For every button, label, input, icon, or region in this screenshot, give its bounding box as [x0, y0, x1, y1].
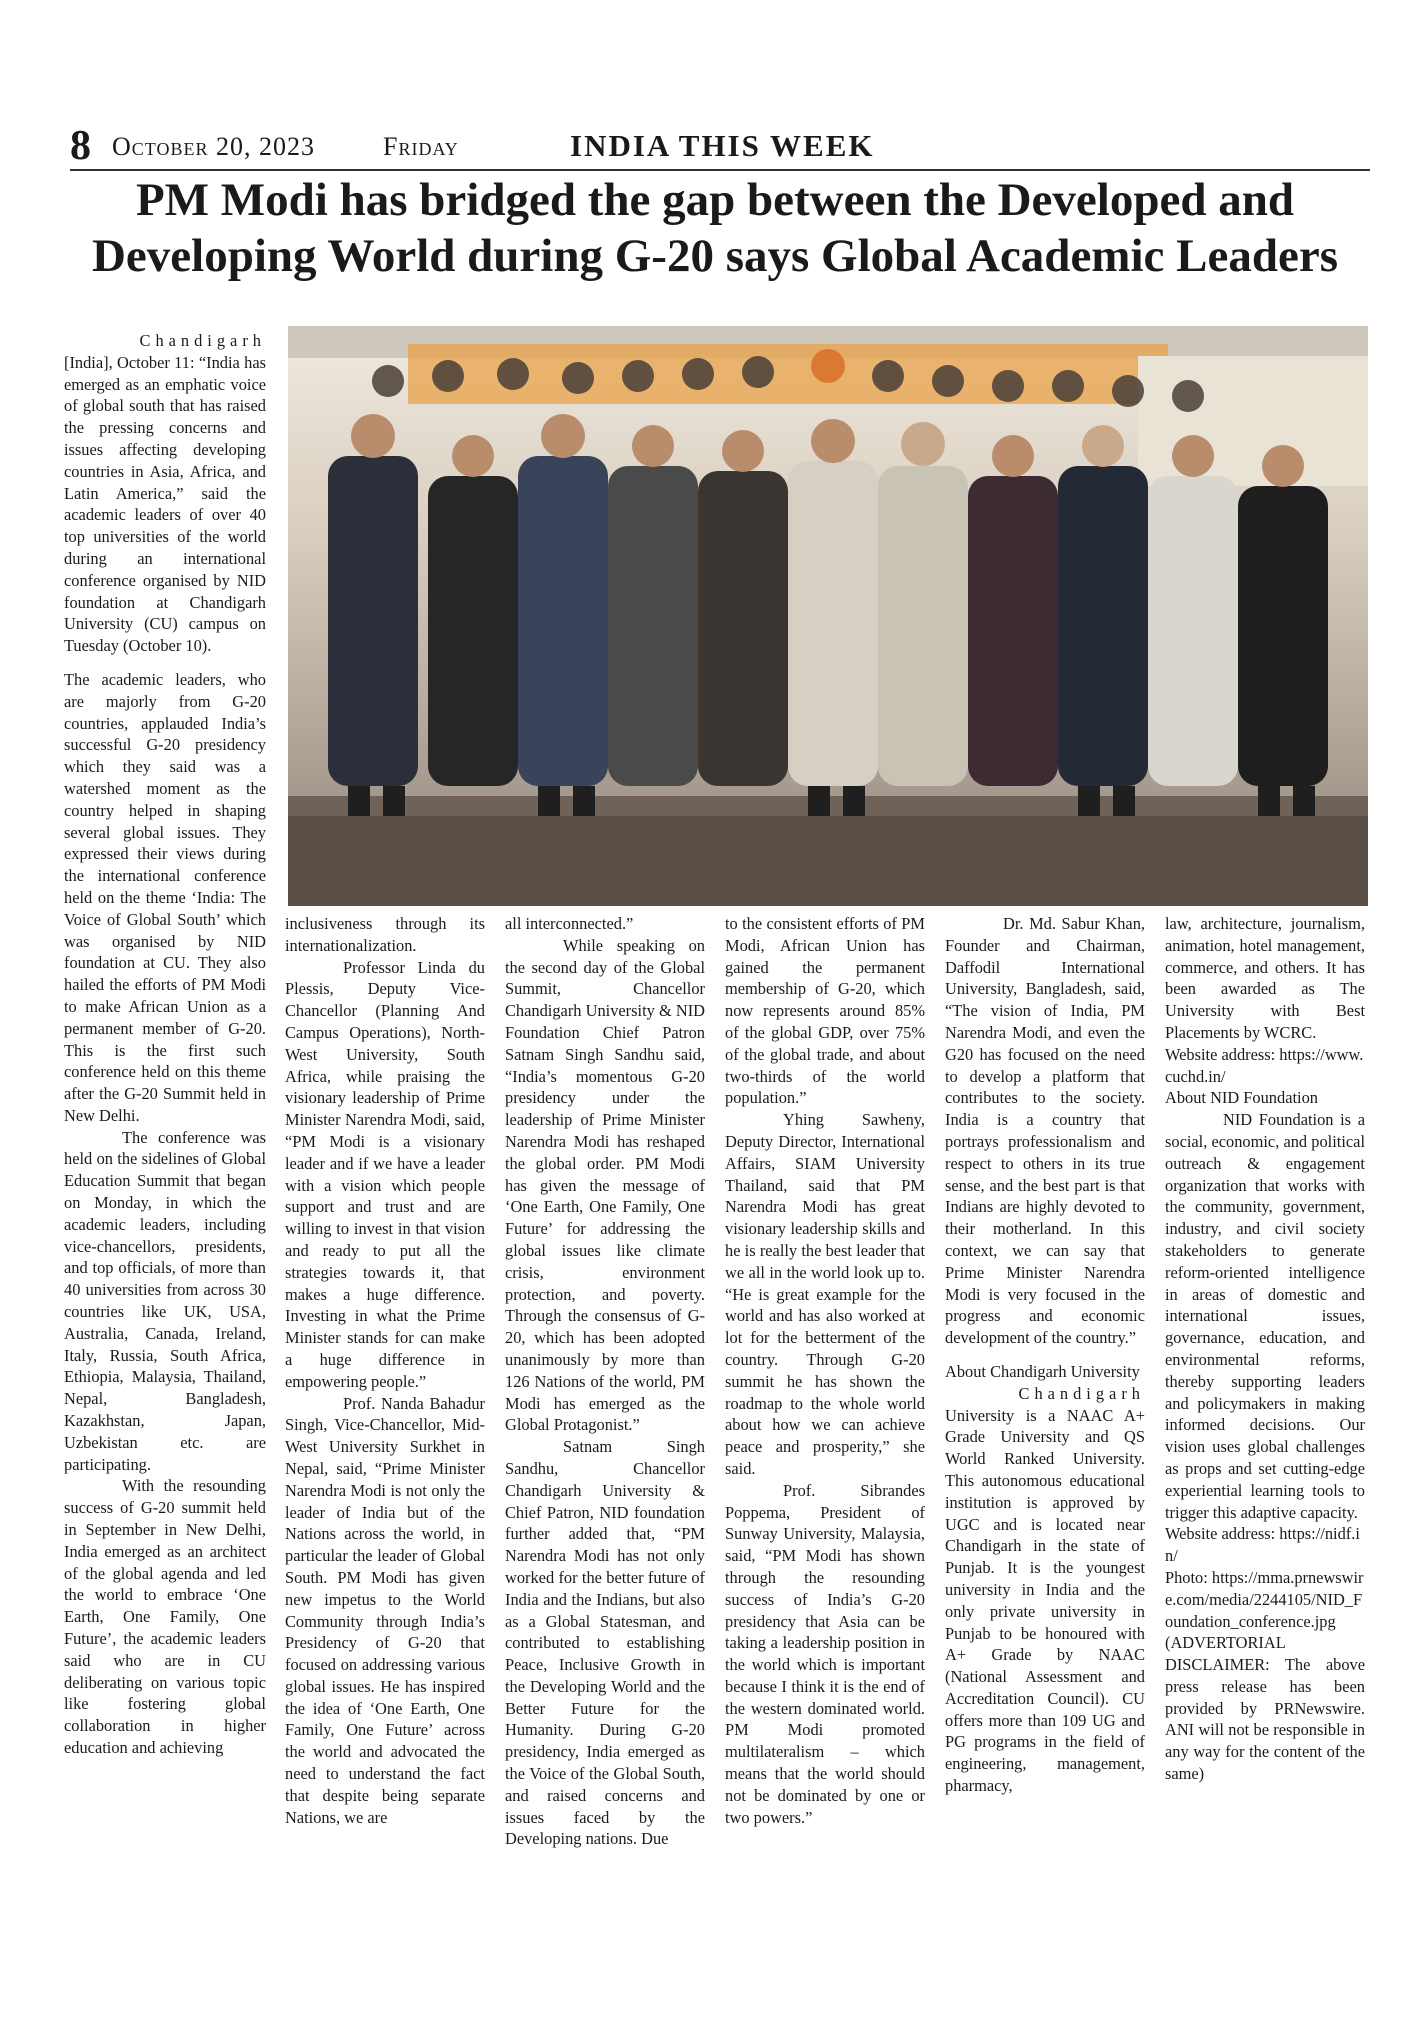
text-column-2 [285, 913, 485, 1828]
paragraph: to the consistent efforts of PM Modi, African Union has gained the permanent membership of G-20, which now represents around 85% of the global GDP, over 75% of the global trade, and about two-thirds of the world population.” [725, 914, 925, 1108]
paragraph: Yhing Sawheny, Deputy Director, International Affairs, SIAM University Thailand, said that PM Narendra Modi has great visionary leadership skills and he is really the best leader that we all in the world look up to. “He is great example for the world and has also worked at lot for the betterment of the country. Through G-20 summit he has shown the roadmap to the whole world about how we can achieve peace and prosperity,” she said. [725, 1110, 925, 1478]
dateline: Chandigarh [1018, 1383, 1145, 1403]
page-number: 8 [70, 123, 91, 169]
dateline: Chandigarh [139, 331, 266, 350]
text-column-5 [945, 913, 1145, 1797]
text-column-1 [64, 330, 266, 1759]
paragraph: all interconnected.” [505, 914, 634, 933]
photo-link[interactable]: Photo: https://mma.prnewswire.com/media/2244105/NID_Foundation_conference.jpg [1165, 1567, 1364, 1631]
text-column-3 [505, 913, 705, 1850]
paragraph: Dr. Md. Sabur Khan, Founder and Chairman, Daffodil International University, Bangladesh, said, “The vision of India, PM Narendra Modi, and even the G20 has focused on the need to develop a platform that contributes to the society. India is a country that portrays professionalism and respect to others in its true sense, and the best part is that Indians are highly devoted to their motherland. In this context, we can say that Prime Minister Narendra Modi is very focused in the progress and economic development of the country.” [945, 914, 1145, 1348]
subheading: About NID Foundation [1165, 1088, 1318, 1108]
group-photo [288, 326, 1368, 906]
masthead [70, 123, 1370, 169]
website-link[interactable]: Website address: https://nidf.in/ [1165, 1524, 1360, 1566]
paragraph: Prof. Sibrandes Poppema, President of Sunway University, Malaysia, said, “PM Modi has shown through the resounding success of India’s G-20 presidency that Asia can be taking a leadership position in the world which is important because I think it is the end of the western dominated world. PM Modi promoted multilateralism – which means that the world should not be dominated by one or two powers.” [725, 1480, 925, 1827]
text-column-6 [1165, 913, 1365, 1785]
disclaimer: (ADVERTORIAL DISCLAIMER: The above press release has been provided by PRNewswire. ANI will not be responsible in any way for the content of the same) [1165, 1633, 1365, 1784]
paragraph: While speaking on the second day of the Global Summit, Chancellor Chandigarh University & NID Foundation Chief Patron Satnam Singh Sandhu said, “India’s momentous G-20 presidency under the leadership of Prime Minister Narendra Modi has reshaped the global order. PM Modi has given the message of ‘One Earth, One Family, One Future’ for addressing the global issues like climate crisis, environment protection, and poverty. Through the consensus of G-20, which has been adopted unanimously by more than 126 Nations of the world, PM Modi has emerged as the Global Protagonist.” [505, 935, 705, 1435]
paragraph: Professor Linda du Plessis, Deputy Vice-Chancellor (Planning And Campus Operations), North-West University, South Africa, while praising the visionary leadership of Prime Minister Narendra Modi, said, “PM Modi is a visionary leader and if we have a leader with a vision which people support and trust and are willing to invest in that vision and ready to put all the strategies towards it, that makes a huge difference. Investing in what the Prime Minister stands for can make a huge difference in empowering people.” [285, 957, 485, 1391]
paragraph: With the resounding success of G-20 summit held in September in New Delhi, India emerged as an architect of the global agenda and led the world to embrace ‘One Earth, One Family, One Future’, the academic leaders said who are in CU deliberating on various topic like fostering global collaboration in higher education and achieving [64, 1476, 266, 1757]
paragraph: The academic leaders, who are majorly from G-20 countries, applauded India’s successful G-20 presidency which they said was a watershed moment as the country helped in shaping several global issues. They expressed their views during the international conference held on the theme ‘India: The Voice of Global South’ which was organised by NID foundation at CU. They also hailed the efforts of PM Modi to make African Union as a permanent member of G-20. This is the first such conference held on this theme after the G-20 Summit held in New Delhi. [64, 669, 266, 1125]
paragraph: University is a NAAC A+ Grade University and QS World Ranked University. This autonomous educational institution is approved by UGC and is located near Chandigarh in the state of Punjab. It is the youngest university in India and the only private university in Punjab to be honoured with A+ Grade by NAAC (National Assessment and Accreditation Council). CU offers more than 109 UG and PG programs in the field of engineering, management, pharmacy, [945, 1405, 1145, 1796]
paragraph: [India], October 11: “India has emerged as an emphatic voice of global south that has raised the pressing concerns and issues affecting developing countries in Asia, Africa, and Latin America,” said the academic leaders of over 40 top universities of the world during an international conference organised by NID foundation at Chandigarh University (CU) campus on Tuesday (October 10). [64, 352, 266, 656]
text-column-4 [725, 913, 925, 1828]
headline: PM Modi has bridged the gap between the Developed and Developing World during G-20 says Global Academic Leaders [91, 174, 1338, 282]
issue-date: October 20, 2023 [112, 132, 315, 161]
issue-weekday: Friday [383, 132, 459, 161]
website-link[interactable]: Website address: https://www.cuchd.in/ [1165, 1044, 1364, 1086]
subheading: About Chandigarh University [945, 1361, 1140, 1381]
paragraph: Satnam Singh Sandhu, Chancellor Chandigarh University & Chief Patron, NID foundation further added that, “PM Narendra Modi has not only worked for the better future of India and the Indians, but also as a Global Statesman, and contributed to establishing Peace, Inclusive Growth in the Developing World and the Better Future for the Humanity. During G-20 presidency, India emerged as the Voice of the Global South, and raised concerns and issues faced by the Developing nations. Due [505, 1437, 705, 1849]
paragraph: Prof. Nanda Bahadur Singh, Vice-Chancellor, Mid-West University Surkhet in Nepal, said, “Prime Minister Narendra Modi is not only the leader of India but of the Nations across the world, in particular the leader of Global South. PM Modi has given new impetus to the World Community through India’s Presidency of G-20 that focused on addressing various global issues. He has inspired the idea of ‘One Earth, One Family, One Future’ across the world and advocated the need to understand the fact that despite being separate Nations, we are [285, 1393, 485, 1827]
paragraph: law, architecture, journalism, animation, hotel management, commerce, and others. It has been awarded as The University with Best Placements by WCRC. [1165, 914, 1365, 1042]
masthead-rule [70, 169, 1370, 171]
paper-name: INDIA THIS WEEK [570, 128, 875, 163]
paragraph: The conference was held on the sidelines of Global Education Summit that began on Monday, in which the academic leaders, including vice-chancellors, presidents, and top officials, of more than 40 universities from across 30 countries like UK, USA, Australia, Canada, Ireland, Italy, Russia, South Africa, Ethiopia, Malaysia, Thailand, Nepal, Bangladesh, Kazakhstan, Japan, Uzbekistan etc. are participating. [64, 1127, 266, 1474]
paragraph: inclusiveness through its internationalization. [285, 914, 485, 955]
paragraph: NID Foundation is a social, economic, and political outreach & engagement organization that works with the community, government, industry, and civil society stakeholders to generate reform-oriented intelligence in areas of domestic and international issues, governance, education, and environmental reforms, thereby supporting leaders and policymakers in making informed decisions. Our vision uses global challenges as props and set cutting-edge experiential learning tools to trigger this adaptive capacity. [1165, 1110, 1365, 1522]
group-photo-illustration [288, 326, 1368, 906]
